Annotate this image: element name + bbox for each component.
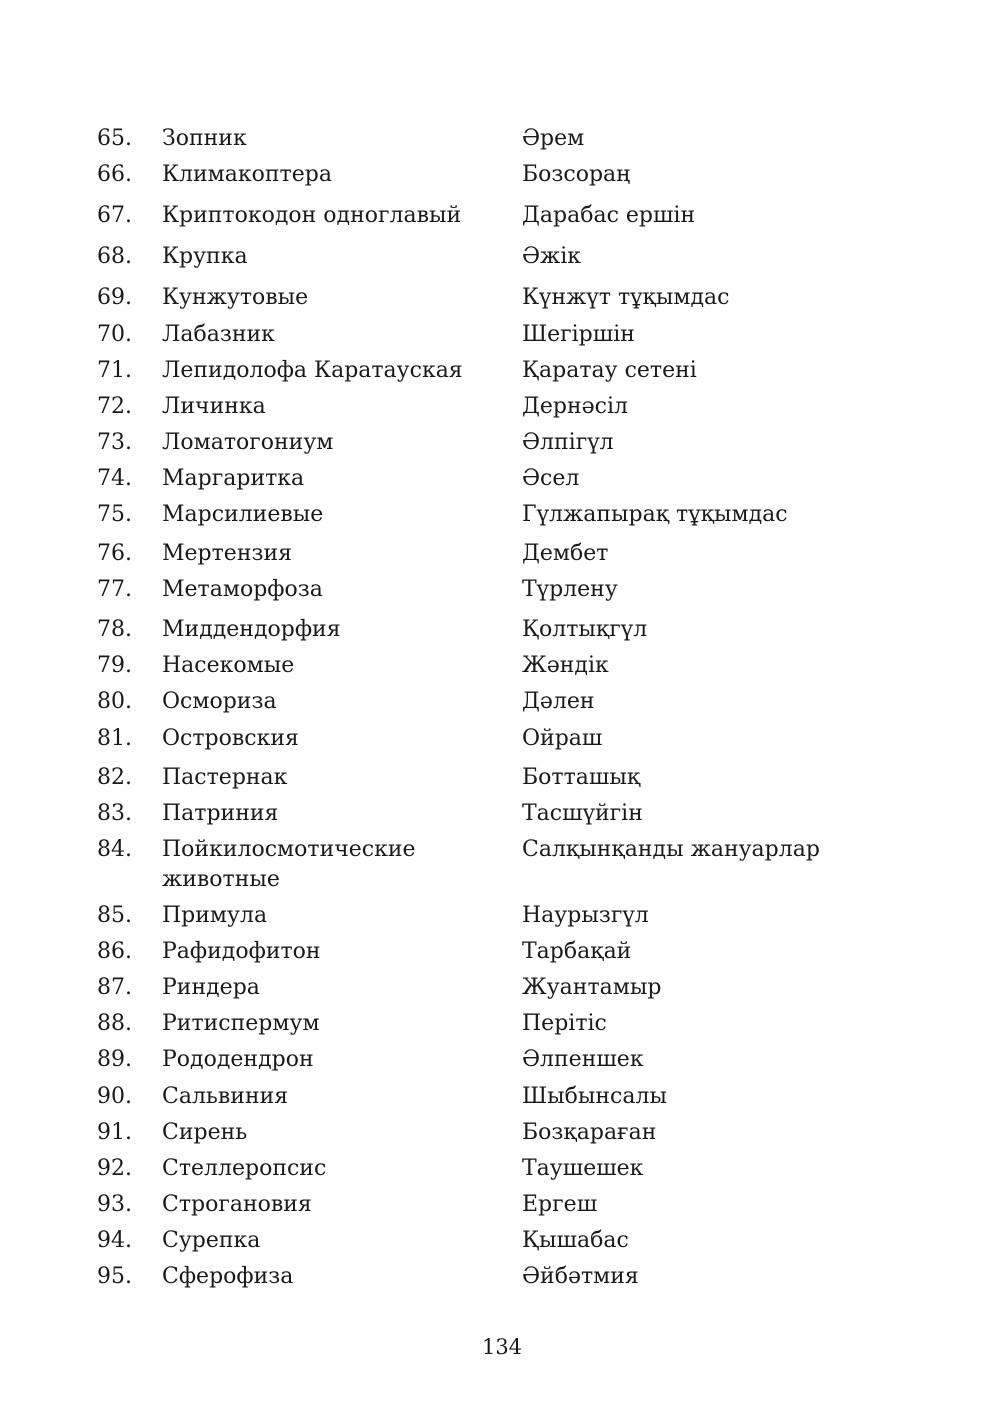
entry-number: 79. — [97, 653, 132, 678]
entry-russian-term: Ритиспермум — [162, 1011, 320, 1036]
entry-kazakh-term: Жуантамыр — [522, 975, 662, 1000]
entry-kazakh-term: Әлпігүл — [522, 430, 614, 455]
entry-number: 75. — [97, 502, 132, 527]
page-number: 134 — [481, 1335, 523, 1359]
entry-kazakh-term: Жәндік — [522, 653, 609, 678]
entry-kazakh-term: Тарбақай — [522, 939, 632, 964]
entry-russian-term: Рафидофитон — [162, 939, 321, 964]
entry-russian-term: Рододендрон — [162, 1047, 314, 1072]
entry-kazakh-term: Түрлену — [522, 577, 618, 602]
entry-russian-term: Сирень — [162, 1120, 248, 1145]
entry-number: 72. — [97, 394, 132, 419]
entry-russian-term: Патриния — [162, 801, 279, 826]
entry-kazakh-term: Перітіс — [522, 1011, 607, 1036]
entry-kazakh-term: Қышабас — [522, 1228, 629, 1253]
entry-russian-term: Лабазник — [162, 322, 275, 347]
entry-kazakh-term: Дарабас ершін — [522, 203, 696, 228]
entry-number: 67. — [97, 203, 132, 228]
entry-number: 92. — [97, 1156, 132, 1181]
entry-number: 83. — [97, 801, 132, 826]
entry-russian-term: Личинка — [162, 394, 266, 419]
entry-russian-term: Зопник — [162, 126, 247, 151]
entry-russian-term: Сферофиза — [162, 1264, 294, 1289]
entry-kazakh-term: Әрем — [522, 126, 585, 151]
entry-russian-term: Островския — [162, 726, 299, 751]
entry-kazakh-term: Салқынқанды жануарлар — [522, 837, 820, 862]
entry-russian-term: Кунжутовые — [162, 285, 309, 310]
entry-number: 81. — [97, 726, 132, 751]
entry-russian-term: Крупка — [162, 244, 248, 269]
entry-number: 86. — [97, 939, 132, 964]
entry-number: 71. — [97, 358, 132, 383]
entry-kazakh-term: Күнжүт тұқымдас — [522, 285, 730, 310]
entry-kazakh-term: Шыбынсалы — [522, 1084, 667, 1109]
entry-kazakh-term: Әжік — [522, 244, 582, 269]
entry-russian-term: Насекомые — [162, 653, 295, 678]
entry-russian-term: Сурепка — [162, 1228, 261, 1253]
entry-russian-term: Пойкилосмотические животные — [162, 837, 416, 892]
entry-number: 74. — [97, 466, 132, 491]
entry-number: 65. — [97, 126, 132, 151]
entry-russian-term: Мертензия — [162, 541, 293, 566]
entry-kazakh-term: Тасшүйгін — [522, 801, 643, 826]
entry-russian-term: Марсилиевые — [162, 502, 324, 527]
entry-russian-term: Сальвиния — [162, 1084, 289, 1109]
entry-number: 84. — [97, 837, 132, 862]
entry-kazakh-term: Дернәсіл — [522, 394, 629, 419]
entry-kazakh-term: Гүлжапырақ тұқымдас — [522, 502, 788, 527]
entry-kazakh-term: Шегіршін — [522, 322, 635, 347]
entry-number: 90. — [97, 1084, 132, 1109]
entry-russian-term: Примула — [162, 903, 268, 928]
entry-number: 85. — [97, 903, 132, 928]
entry-russian-term: Ломатогониум — [162, 430, 334, 455]
entry-russian-term: Риндера — [162, 975, 260, 1000]
entry-kazakh-term: Ботташық — [522, 765, 641, 790]
entry-kazakh-term: Таушешек — [522, 1156, 644, 1181]
entry-number: 80. — [97, 689, 132, 714]
entry-number: 95. — [97, 1264, 132, 1289]
entry-number: 91. — [97, 1120, 132, 1145]
entry-russian-term: Криптокодон одноглавый — [162, 203, 462, 228]
entry-kazakh-term: Қолтықгүл — [522, 617, 648, 642]
entry-russian-term: Климакоптера — [162, 162, 332, 187]
entry-russian-term: Метаморфоза — [162, 577, 323, 602]
entry-number: 66. — [97, 162, 132, 187]
entry-number: 78. — [97, 617, 132, 642]
entry-number: 70. — [97, 322, 132, 347]
entry-russian-term: Маргаритка — [162, 466, 305, 491]
entry-number: 68. — [97, 244, 132, 269]
entry-number: 87. — [97, 975, 132, 1000]
entry-kazakh-term: Ойраш — [522, 726, 603, 751]
entry-russian-term: Осмориза — [162, 689, 277, 714]
entry-number: 73. — [97, 430, 132, 455]
entry-russian-term: Пастернак — [162, 765, 288, 790]
entry-kazakh-term: Дембет — [522, 541, 609, 566]
entry-russian-term: Лепидолофа Каратауская — [162, 358, 463, 383]
entry-kazakh-term: Әсел — [522, 466, 580, 491]
entry-kazakh-term: Қаратау сетені — [522, 358, 697, 383]
entry-number: 76. — [97, 541, 132, 566]
entry-number: 89. — [97, 1047, 132, 1072]
entry-kazakh-term: Әлпеншек — [522, 1047, 644, 1072]
entry-kazakh-term: Бозқараған — [522, 1120, 657, 1145]
entry-kazakh-term: Ергеш — [522, 1192, 598, 1217]
entry-kazakh-term: Әйбәтмия — [522, 1264, 639, 1289]
entry-russian-term: Миддендорфия — [162, 617, 341, 642]
entry-kazakh-term: Дәлен — [522, 689, 595, 714]
entry-russian-term: Стеллеропсис — [162, 1156, 327, 1181]
entry-number: 88. — [97, 1011, 132, 1036]
entry-number: 93. — [97, 1192, 132, 1217]
entry-kazakh-term: Наурызгүл — [522, 903, 649, 928]
entry-number: 77. — [97, 577, 132, 602]
entry-russian-term: Строгановия — [162, 1192, 312, 1217]
entry-kazakh-term: Бозсораң — [522, 162, 631, 187]
entry-number: 69. — [97, 285, 132, 310]
entry-number: 94. — [97, 1228, 132, 1253]
entry-number: 82. — [97, 765, 132, 790]
